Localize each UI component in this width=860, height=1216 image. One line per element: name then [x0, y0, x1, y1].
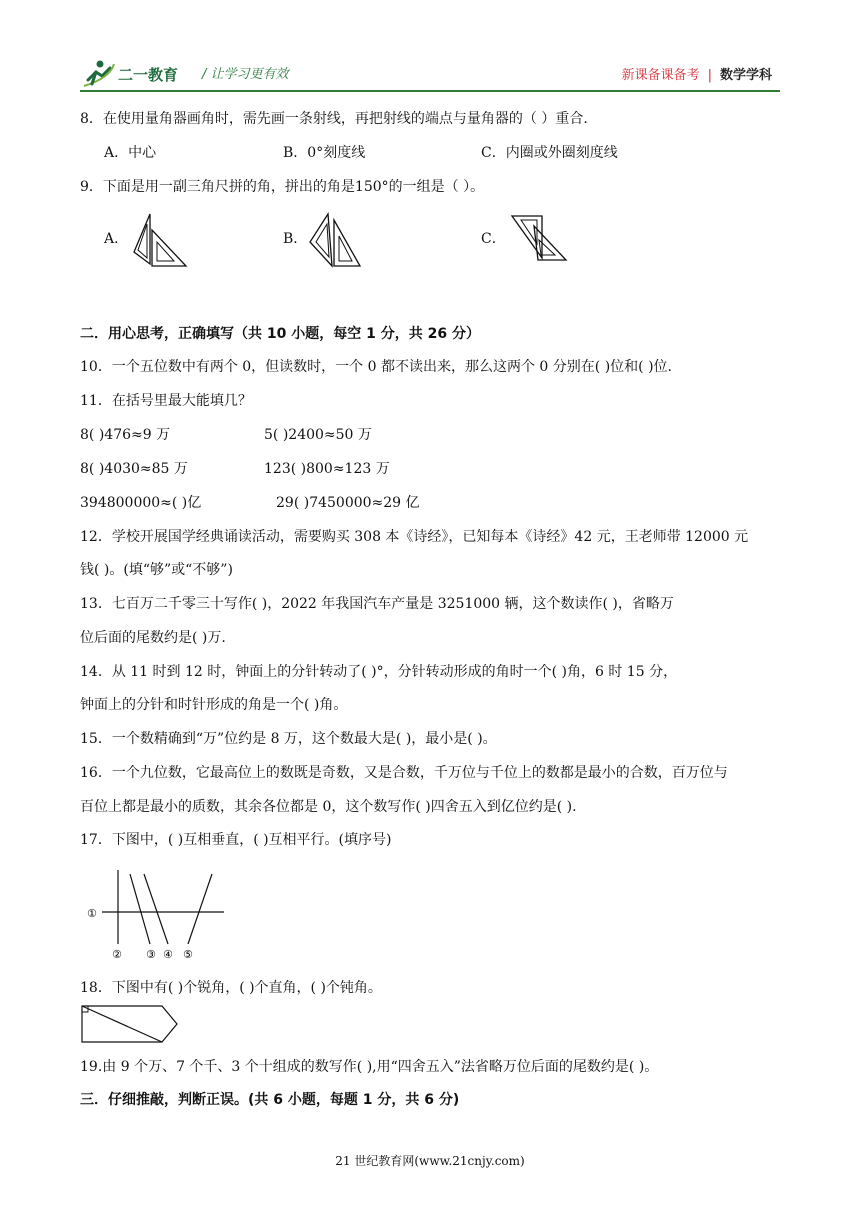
q17-label-4: ④	[163, 948, 173, 961]
q11-row3-a: 394800000≈( )亿	[80, 495, 202, 511]
q17-label-5: ⑤	[183, 948, 193, 961]
question-14-line-2: 钟面上的分针和时针形成的角是一个( )角。	[80, 697, 348, 713]
question-11: 11．在括号里最大能填几？	[80, 393, 252, 409]
q9-option-c: C．	[481, 231, 506, 247]
header-separator: |	[707, 68, 712, 83]
q17-lines-figure	[84, 866, 230, 962]
q8-option-a: A．中心	[104, 145, 157, 161]
question-9: 9．下面是用一副三角尺拼的角，拼出的角是150°的一组是（ ）。	[80, 179, 485, 195]
header-course-label: 新课备课备考	[621, 68, 700, 83]
question-13-line-1: 13．七百万二千零三十写作( )，2022 年我国汽车产量是 3251000 辆，这个数读作( )，省略万	[80, 596, 674, 612]
q9-c-set-squares-icon	[508, 212, 570, 264]
q11-row2-a: 8( )4030≈85 万	[80, 461, 188, 477]
page-header	[80, 56, 780, 92]
q11-row3-b: 29( )7450000≈29 亿	[276, 495, 420, 511]
q8-option-b: B．0°刻度线	[283, 145, 366, 161]
slogan: / 让学习更有效	[202, 67, 289, 82]
question-16-line-2: 百位上都是最小的质数，其余各位都是 0，这个数写作( )四舍五入到亿位约是( ).	[80, 799, 577, 815]
question-10: 10．一个五位数中有两个 0，但读数时，一个 0 都不读出来，那么这两个 0 分别在( )位和( )位.	[80, 359, 672, 375]
q17-label-1: ①	[87, 907, 97, 920]
q8-option-c: C．内圈或外圈刻度线	[481, 145, 618, 161]
question-15: 15．一个数精确到“万”位约是 8 万，这个数最大是( )，最小是( )。	[80, 731, 497, 747]
question-14-line-1: 14．从 11 时到 12 时，钟面上的分针转动了( )°，分针转动形成的角时一个( )角，6 时 15 分，	[80, 664, 678, 680]
q17-label-3: ③	[146, 948, 156, 961]
question-17: 17．下图中，( )互相垂直，( )互相平行。(填序号)	[80, 832, 392, 848]
question-16-line-1: 16．一个九位数，它最高位上的数既是奇数，又是合数，千万位与千位上的数都是最小的合数，百万位与	[80, 765, 728, 781]
question-19: 19.由 9 个万、7 个千、3 个十组成的数写作( ),用“四舍五入”法省略万位后面的尾数约是( )。	[80, 1059, 659, 1075]
header-right	[622, 64, 772, 83]
question-18: 18．下图中有( )个锐角，( )个直角，( )个钝角。	[80, 980, 382, 996]
q9-a-set-squares-icon	[130, 212, 192, 270]
brand-name: 二一教育	[118, 66, 179, 84]
q11-row2-b: 123( )800≈123 万	[264, 461, 390, 477]
header-divider	[80, 90, 780, 92]
q18-shape-figure	[80, 1004, 180, 1044]
q9-option-a: A．	[104, 231, 129, 247]
question-13-line-2: 位后面的尾数约是( )万.	[80, 630, 226, 646]
header-subject-label: 数学学科	[719, 68, 772, 83]
q11-row1-a: 8( )476≈9 万	[80, 427, 171, 443]
q9-option-b: B．	[283, 231, 308, 247]
q11-row1-b: 5( )2400≈50 万	[264, 427, 372, 443]
page-footer: 21 世纪教育网(www.21cnjy.com)	[335, 1154, 525, 1168]
section-2-heading: 二．用心思考，正确填写（共 10 小题，每空 1 分，共 26 分）	[80, 326, 480, 342]
question-8: 8．在使用量角器画角时，需先画一条射线，再把射线的端点与量角器的（ ）重合.	[80, 111, 588, 127]
section-3-heading: 三．仔细推敲，判断正误。(共 6 小题，每题 1 分，共 6 分)	[80, 1092, 460, 1108]
question-12-line-2: 钱( )。(填“够”或“不够”)	[80, 562, 233, 578]
question-12-line-1: 12．学校开展国学经典诵读活动，需要购买 308 本《诗经》，已知每本《诗经》42 元，王老师带 12000 元	[80, 529, 749, 545]
q17-label-2: ②	[112, 948, 122, 961]
q9-b-set-squares-icon	[306, 212, 364, 270]
